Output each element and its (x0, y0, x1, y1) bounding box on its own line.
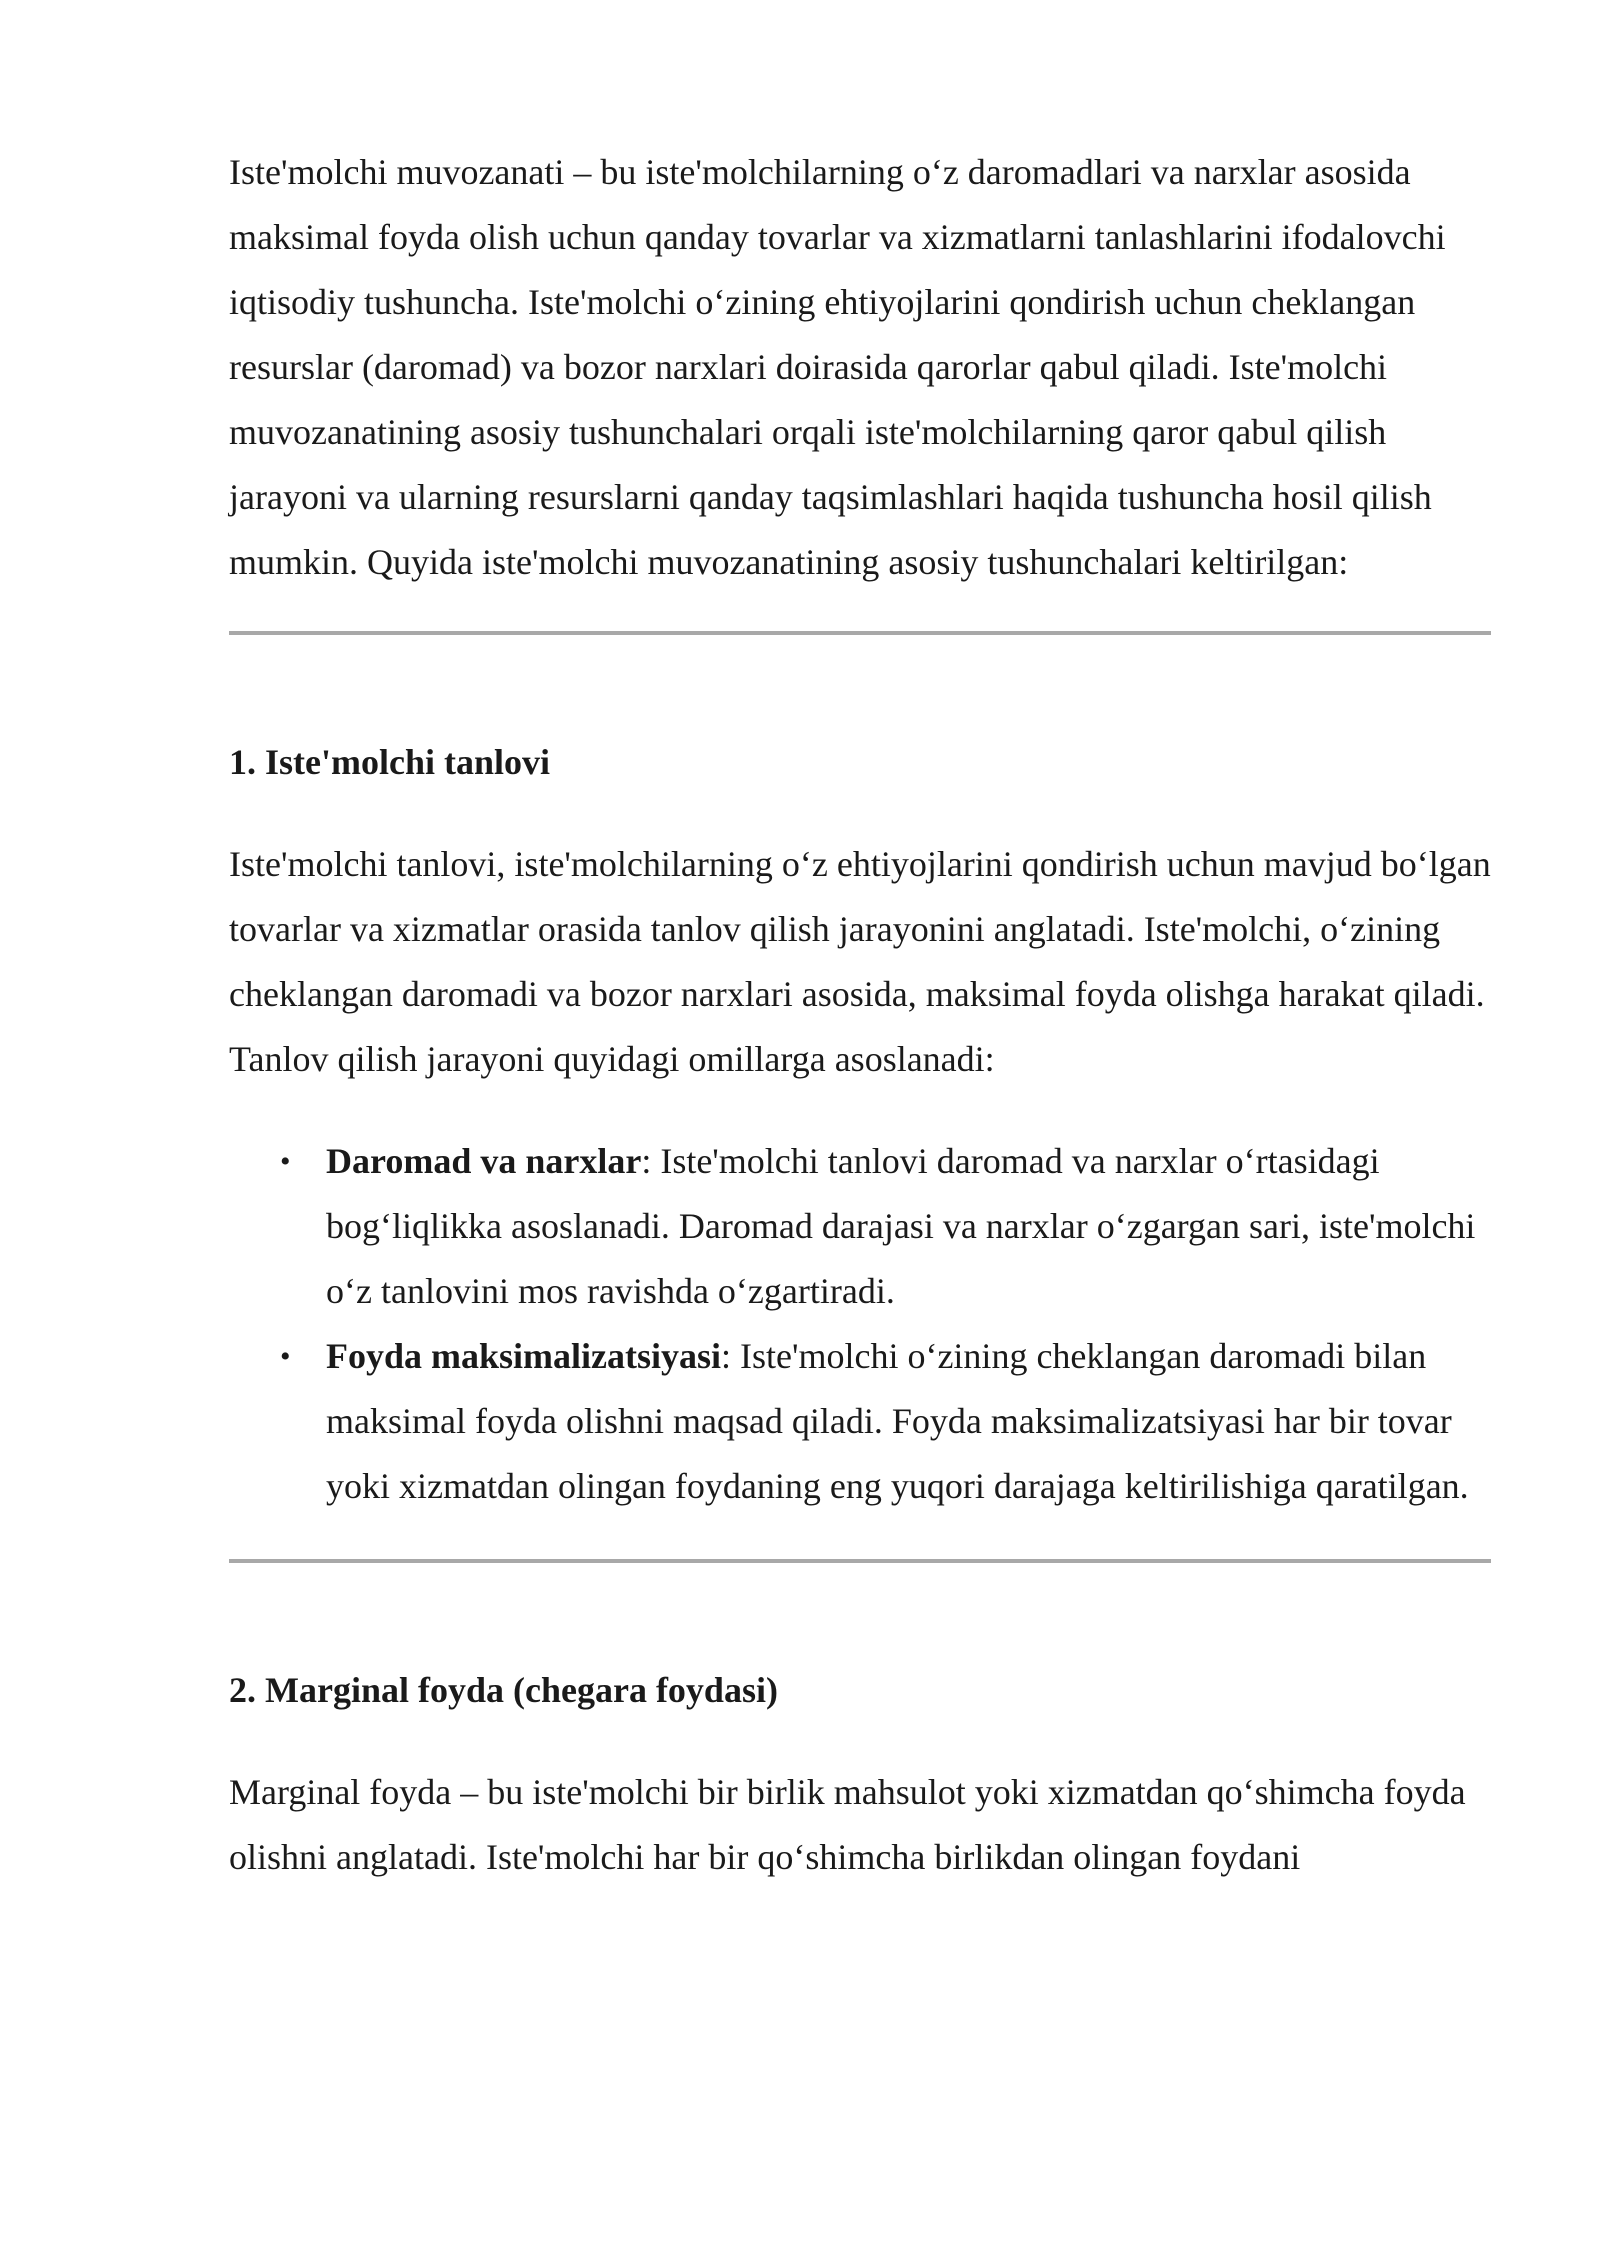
document-content (229, 140, 1491, 1890)
list-item-text: : Iste'molchi o‘zining cheklangan daromadi bilan maksimal foyda olishni maqsad qiladi. Foyda maksimalizatsiyasi har bir tovar yoki xizmatdan olingan foydaning eng yuqori darajaga keltirilishiga qaratilgan. (326, 1336, 1469, 1506)
bullet-list-container (229, 1129, 1491, 1519)
section-divider (229, 1559, 1491, 1563)
bullet-icon: • (280, 1145, 291, 1178)
list-item (280, 1324, 1491, 1519)
section-2-paragraph: Marginal foyda – bu iste'molchi bir birlik mahsulot yoki xizmatdan qo‘shimcha foyda olishni anglatadi. Iste'molchi har bir qo‘shimcha birlikdan olingan foydani (229, 1772, 1466, 1877)
bullet-icon: • (280, 1340, 291, 1373)
bullet-list (229, 1129, 1491, 1519)
section-2-heading: 2. Marginal foyda (chegara foydasi) (229, 1670, 778, 1710)
list-item (280, 1129, 1491, 1324)
list-item-term: Daromad va narxlar (326, 1141, 642, 1181)
section-1-paragraph: Iste'molchi tanlovi, iste'molchilarning o‘z ehtiyojlarini qondirish uchun mavjud bo‘lgan tovarlar va xizmatlar orasida tanlov qilish jarayonini anglatadi. Iste'molchi, o‘zining cheklangan daromadi va bozor narxlari asosida, maksimal foyda olishga harakat qiladi. Tanlov qilish jarayoni quyidagi omillarga asoslanadi: (229, 844, 1491, 1079)
list-item-text: : Iste'molchi tanlovi daromad va narxlar o‘rtasidagi bog‘liqlikka asoslanadi. Daromad darajasi va narxlar o‘zgargan sari, iste'molchi o‘z tanlovini mos ravishda o‘zgartiradi. (326, 1141, 1476, 1311)
section-divider (229, 631, 1491, 635)
section-1-heading: 1. Iste'molchi tanlovi (229, 742, 550, 782)
intro-paragraph: Iste'molchi muvozanati – bu iste'molchilarning o‘z daromadlari va narxlar asosida maksimal foyda olish uchun qanday tovarlar va xizmatlarni tanlashlarini ifodalovchi iqtisodiy tushuncha. Iste'molchi o‘zining ehtiyojlarini qondirish uchun cheklangan resurslar (daromad) va bozor narxlari doirasida qarorlar qabul qiladi. Iste'molchi muvozanatining asosiy tushunchalari orqali iste'molchilarning qaror qabul qilish jarayoni va ularning resurslarni qanday taqsimlashlari haqida tushuncha hosil qilish mumkin. Quyida iste'molchi muvozanatining asosiy tushunchalari keltirilgan: (229, 152, 1446, 582)
list-item-term: Foyda maksimalizatsiyasi (326, 1336, 722, 1376)
